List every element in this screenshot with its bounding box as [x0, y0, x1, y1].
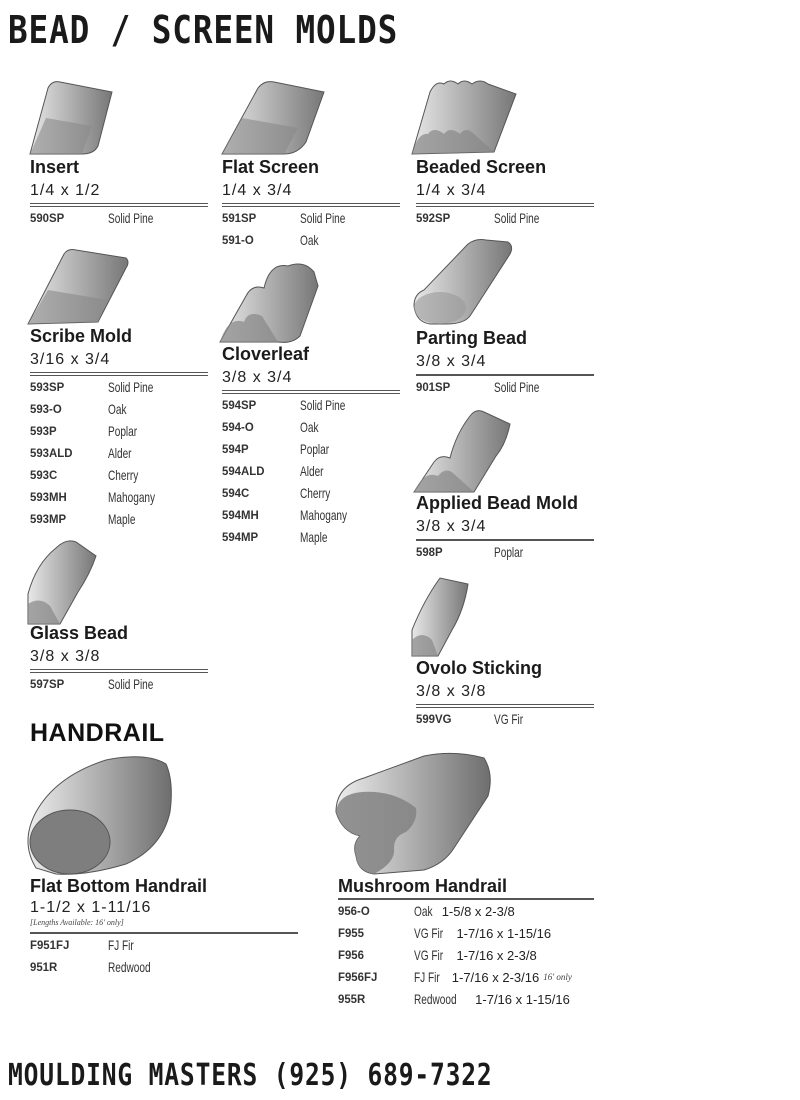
wood-type: Redwood	[108, 959, 151, 975]
product-code: 594SP	[222, 398, 257, 412]
product-flat-screen	[222, 157, 400, 251]
product-code: F956	[338, 948, 364, 962]
wood-type: Redwood	[414, 991, 457, 1007]
product-row	[416, 376, 594, 398]
dimensions: 1-7/16 x 1-15/16	[456, 925, 552, 941]
product-code: 591SP	[222, 211, 257, 225]
product-name: Beaded Screen	[416, 157, 547, 177]
product-code: 592SP	[416, 211, 451, 225]
page-title: BEAD / SCREEN MOLDS	[8, 8, 399, 52]
wood-type: Solid Pine	[494, 379, 540, 395]
section-title-handrail: HANDRAIL	[30, 719, 165, 747]
wood-type: Solid Pine	[108, 210, 154, 226]
product-code: F956FJ	[338, 970, 378, 984]
product-code: 593MH	[30, 490, 67, 504]
product-code: 956-O	[338, 904, 370, 918]
product-code: 955R	[338, 992, 366, 1006]
wood-type: Oak	[300, 419, 319, 435]
product-code: 593SP	[30, 380, 65, 394]
product-ovolo-sticking	[416, 658, 594, 730]
wood-type: Mahogany	[108, 489, 156, 505]
wood-type: Maple	[108, 511, 136, 527]
product-size: 3/8 x 3/8	[416, 683, 487, 700]
product-code: 901SP	[416, 380, 451, 394]
product-code: 594C	[222, 486, 250, 500]
product-code: 593P	[30, 424, 57, 438]
wood-type: Poplar	[300, 441, 330, 457]
product-name: Scribe Mold	[30, 326, 133, 346]
product-row	[30, 486, 208, 508]
product-row	[222, 526, 400, 548]
cloverleaf-profile-image	[218, 256, 323, 344]
product-name: Cloverleaf	[222, 344, 310, 364]
product-row	[30, 673, 208, 695]
product-size: 1-1/2 x 1-11/16	[30, 899, 152, 916]
insert-profile-image	[26, 78, 116, 156]
glass-bead-profile-image	[26, 534, 98, 626]
wood-type: Cherry	[300, 485, 331, 501]
product-row	[338, 966, 594, 988]
wood-type: Oak	[414, 903, 433, 919]
product-row	[222, 394, 400, 416]
product-code: 599VG	[416, 712, 452, 726]
flat-screen-profile-image	[218, 78, 328, 156]
product-name: Ovolo Sticking	[416, 658, 543, 678]
flat-bottom-handrail-profile-image	[26, 752, 176, 876]
ovolo-sticking-profile-image	[410, 570, 472, 658]
wood-type: FJ Fir	[414, 969, 440, 985]
product-row	[222, 229, 400, 251]
product-insert	[30, 157, 208, 229]
product-size: 1/4 x 3/4	[416, 182, 487, 199]
product-name: Flat Bottom Handrail	[30, 876, 208, 896]
product-row	[416, 207, 594, 229]
wood-type: Solid Pine	[494, 210, 540, 226]
product-row	[338, 944, 594, 966]
product-code: F955	[338, 926, 364, 940]
wood-type: VG Fir	[494, 711, 524, 727]
product-size: 3/8 x 3/4	[416, 518, 487, 535]
product-row	[30, 398, 208, 420]
wood-type: Oak	[300, 232, 319, 248]
product-row	[222, 504, 400, 526]
product-row	[338, 900, 594, 922]
product-name: Insert	[30, 157, 80, 177]
beaded-screen-profile-image	[410, 78, 520, 156]
wood-type: Oak	[108, 401, 127, 417]
product-parting-bead	[416, 328, 594, 398]
wood-type: Poplar	[494, 544, 524, 560]
product-code: 594MH	[222, 508, 259, 522]
product-row	[30, 420, 208, 442]
product-code: 594P	[222, 442, 249, 456]
product-size: 3/8 x 3/8	[30, 648, 101, 665]
product-name: Mushroom Handrail	[338, 876, 508, 896]
wood-type: Solid Pine	[300, 210, 346, 226]
parting-bead-profile-image	[410, 236, 515, 326]
product-cloverleaf	[222, 344, 400, 548]
product-size: 3/16 x 3/4	[30, 351, 111, 368]
footer-contact: MOULDING MASTERS (925) 689-7322	[8, 1058, 493, 1093]
product-glass-bead	[30, 623, 208, 695]
product-code: 594-O	[222, 420, 254, 434]
product-row	[30, 442, 208, 464]
product-code: 591-O	[222, 233, 254, 247]
product-name: Applied Bead Mold	[416, 493, 578, 513]
product-row	[30, 464, 208, 486]
product-name: Parting Bead	[416, 328, 528, 348]
product-code: 593-O	[30, 402, 62, 416]
product-size: 1/4 x 1/2	[30, 182, 101, 199]
wood-type: Alder	[108, 445, 132, 461]
wood-type: Maple	[300, 529, 328, 545]
product-row	[416, 541, 594, 563]
product-size: 3/8 x 3/4	[416, 353, 487, 370]
product-row	[338, 922, 594, 944]
wood-type: VG Fir	[414, 947, 444, 963]
wood-type: Cherry	[108, 467, 139, 483]
product-name: Glass Bead	[30, 623, 129, 643]
dimensions: 1-7/16 x 2-3/16	[451, 969, 540, 985]
product-size: 1/4 x 3/4	[222, 182, 293, 199]
dimensions: 1-5/8 x 2-3/8	[441, 903, 515, 919]
scribe-mold-profile-image	[26, 246, 131, 326]
product-row	[30, 956, 298, 978]
product-code: 951R	[30, 960, 58, 974]
product-row	[30, 508, 208, 530]
product-mushroom-handrail	[338, 876, 594, 1010]
mushroom-handrail-profile-image	[334, 752, 494, 876]
product-code: 594MP	[222, 530, 259, 544]
dimensions: 1-7/16 x 1-15/16	[475, 991, 570, 1007]
dimensions: 1-7/16 x 2-3/8	[456, 947, 537, 963]
product-row	[222, 482, 400, 504]
product-flat-bottom-handrail	[30, 876, 298, 978]
lengths-note: [Lengths Available: 16' only]	[30, 918, 124, 927]
product-row	[30, 376, 208, 398]
wood-type: Solid Pine	[300, 397, 346, 413]
product-row	[30, 207, 208, 229]
product-row	[222, 438, 400, 460]
product-row	[222, 416, 400, 438]
wood-type: Mahogany	[300, 507, 348, 523]
wood-type: VG Fir	[414, 925, 444, 941]
wood-type: Solid Pine	[108, 676, 154, 692]
wood-type: Solid Pine	[108, 379, 154, 395]
product-row	[338, 988, 594, 1010]
product-code: 593MP	[30, 512, 67, 526]
wood-type: Poplar	[108, 423, 138, 439]
product-code: 593C	[30, 468, 58, 482]
product-code: 598P	[416, 545, 443, 559]
wood-type: Alder	[300, 463, 324, 479]
product-code: F951FJ	[30, 938, 70, 952]
product-row	[222, 207, 400, 229]
product-row	[30, 934, 298, 956]
product-code: 594ALD	[222, 464, 265, 478]
product-name: Flat Screen	[222, 157, 320, 177]
product-beaded-screen	[416, 157, 594, 229]
product-code: 597SP	[30, 677, 65, 691]
product-code: 590SP	[30, 211, 65, 225]
product-code: 593ALD	[30, 446, 73, 460]
product-applied-bead-mold	[416, 493, 594, 563]
product-scribe-mold	[30, 326, 208, 530]
length-note: 16' only	[543, 972, 572, 982]
product-size: 3/8 x 3/4	[222, 369, 293, 386]
product-row	[416, 708, 594, 730]
applied-bead-mold-profile-image	[410, 404, 515, 494]
product-row	[222, 460, 400, 482]
wood-type: FJ Fir	[108, 937, 134, 953]
